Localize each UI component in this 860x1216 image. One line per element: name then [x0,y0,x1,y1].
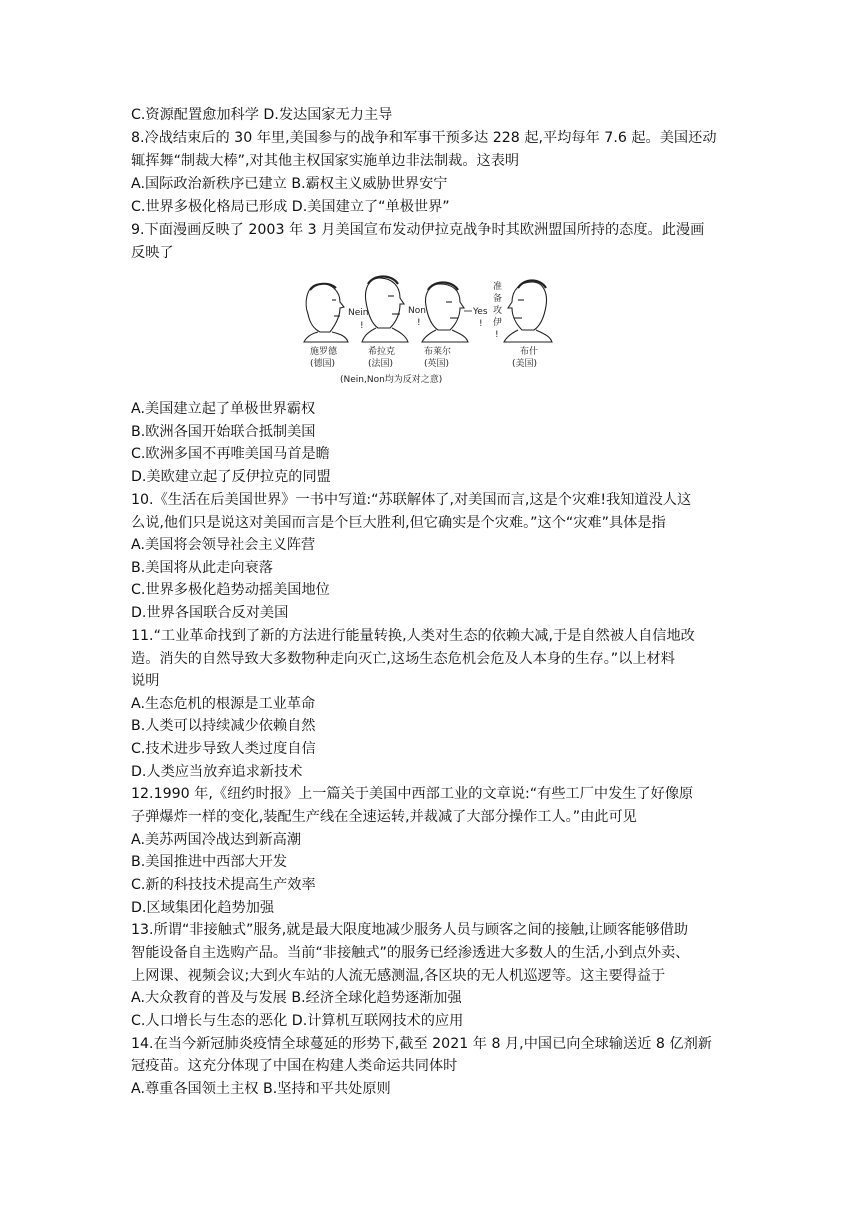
q12-option-d: D.区域集团化趋势加强 [131,900,275,916]
political-cartoon [296,274,564,390]
q8-options-cd: C.世界多极化格局已形成 D.美国建立了“单极世界” [131,199,450,215]
q12-option-b: B.美国推进中西部大开发 [131,854,288,870]
cartoon-note: (Nein,Non均为反对之意) [340,375,443,385]
q10-stem-line-2: 么说,他们只是说这对美国而言是个巨大胜利,但它确实是个灾难。”这个“灾难”具体是指 [131,515,666,531]
bush-speech-5: ! [495,330,499,340]
q8-stem-line-2: 辄挥舞“制裁大棒”,对其他主权国家实施单边非法制裁。这表明 [131,153,520,169]
caption-schroeder-name: 施罗德 [310,347,338,357]
caption-bush-country: (美国) [512,359,538,369]
q10-stem-line-1: 10.《生活在后美国世界》一书中写道:“苏联解体了,对美国而言,这是个灾难!我知道没人这 [131,492,692,508]
bubble-nein-bang: ! [360,321,364,331]
q8-stem-line-1: 8.冷战结束后的 30 年里,美国参与的战争和军事干预多达 228 起,平均每年 7.6 起。美国还动 [131,130,717,146]
caption-bush-name: 布什 [520,347,539,357]
q9-stem-line-2: 反映了 [131,245,174,261]
bush-speech-3: 攻 [493,306,503,316]
caption-schroeder-country: (德国) [310,359,336,369]
q10-option-b: B.美国将从此走向衰落 [131,560,273,576]
q9-stem-line-1: 9.下面漫画反映了 2003 年 3 月美国宣布发动伊拉克战争时其欧洲盟国所持的态度。此漫画 [131,222,705,238]
q10-option-c: C.世界多极化趋势动摇美国地位 [131,582,330,598]
q14-stem-line-2: 冠疫苗。这充分体现了中国在构建人类命运共同体时 [131,1058,458,1074]
bush-speech-1: 准 [493,282,503,292]
q12-option-a: A.美苏两国冷战达到新高潮 [131,832,302,848]
q11-stem-line-3: 说明 [131,673,160,689]
figure-bush [504,281,552,343]
q11-option-b: B.人类可以持续减少依赖自然 [131,718,316,734]
bubble-nein: Nein [348,308,369,318]
caption-blair-name: 布莱尔 [424,347,452,357]
q11-option-c: C.技术进步导致人类过度自信 [131,741,316,757]
q8-options-ab: A.国际政治新秩序已建立 B.霸权主义威胁世界安宁 [131,176,448,192]
q9-option-b: B.欧洲各国开始联合抵制美国 [131,424,316,440]
bush-speech-2: 备 [493,294,503,304]
caption-chirac-name: 希拉克 [368,347,396,357]
caption-blair-country: (英国) [424,359,450,369]
q11-stem-line-1: 11.“工业革命找到了新的方法进行能量转换,人类对生态的依赖大减,于是自然被人自信地改 [131,628,695,644]
q14-stem-line-1: 14.在当今新冠肺炎疫情全球蔓延的形势下,截至 2021 年 8 月,中国已向全球输送近 8 亿剂新 [131,1036,712,1052]
q9-option-d: D.美欧建立起了反伊拉克的同盟 [131,469,331,485]
figure-blair [422,283,468,343]
q10-option-a: A.美国将会领导社会主义阵营 [131,537,316,553]
bubble-non: Non [408,306,426,316]
q13-stem-line-1: 13.所谓“非接触式”服务,就是最大限度地减少服务人员与顾客之间的接触,让顾客能够借助 [131,922,689,938]
q11-stem-line-2: 造。消失的自然导致大多数物种走向灭亡,这场生态危机会危及人本身的生存。”以上材料 [131,651,675,667]
q9-option-a: A.美国建立起了单极世界霸权 [131,401,316,417]
bubble-yes: Yes [473,307,488,317]
q11-option-d: D.人类应当放弃追求新技术 [131,764,303,780]
q12-option-c: C.新的科技技术提高生产效率 [131,877,316,893]
q12-stem-line-2: 子弹爆炸一样的变化,装配生产线在全速运转,并裁减了大部分操作工人。”由此可见 [131,809,637,825]
figure-chirac [362,277,408,343]
bubble-non-bang: ! [417,318,421,328]
caption-chirac-country: (法国) [368,359,394,369]
q12-stem-line-1: 12.1990 年,《纽约时报》上一篇关于美国中西部工业的文章说:“有些工厂中发生了好像原 [131,786,694,802]
q13-options-cd: C.人口增长与生态的恶化 D.计算机互联网技术的应用 [131,1013,464,1029]
q11-option-a: A.生态危机的根源是工业革命 [131,696,316,712]
q13-options-ab: A.大众教育的普及与发展 B.经济全球化趋势逐渐加强 [131,990,462,1006]
q9-option-c: C.欧洲多国不再唯美国马首是瞻 [131,446,330,462]
figure-schroeder [304,284,348,342]
q10-option-d: D.世界各国联合反对美国 [131,605,289,621]
bubble-yes-bang: ! [479,319,483,329]
q7-options-cd: C.资源配置愈加科学 D.发达国家无力主导 [131,107,393,123]
q13-stem-line-3: 上网课、视频会议;大到火车站的人流无感测温,各区块的无人机巡逻等。这主要得益于 [131,968,666,984]
bush-speech-4: 伊 [493,318,503,328]
q13-stem-line-2: 智能设备自主选购产品。当前“非接触式”的服务已经渗透进大多数人的生活,小到点外卖、 [131,945,690,961]
q14-options-ab: A.尊重各国领土主权 B.坚持和平共处原则 [131,1081,391,1097]
